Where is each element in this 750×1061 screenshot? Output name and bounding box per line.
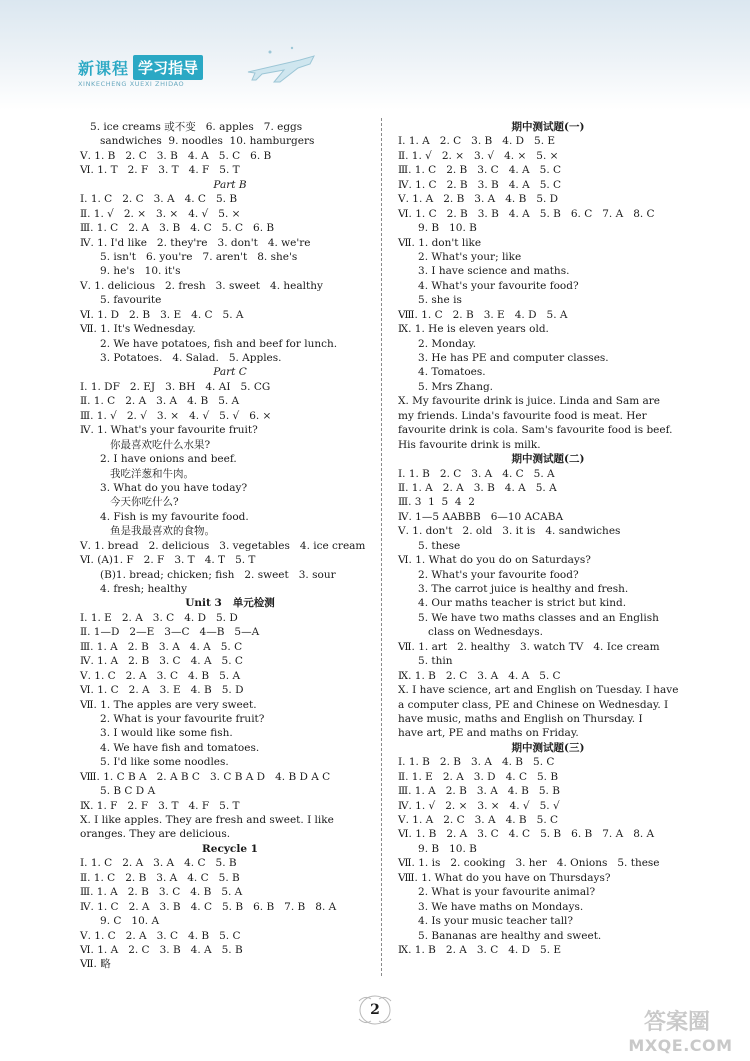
- answer-line: Ⅲ. 1. A 2. B 3. A 4. A 5. C: [80, 640, 243, 653]
- answer-line: 3. We have maths on Mondays.: [398, 900, 584, 913]
- answer-line: Ⅳ. 1. What's your favourite fruit?: [80, 424, 258, 437]
- answer-line: Ⅳ. 1. A 2. B 3. C 4. A 5. C: [80, 655, 243, 668]
- answer-line: 4. fresh; healthy: [80, 583, 188, 595]
- answer-line: 5. Bananas are healthy and sweet.: [398, 929, 602, 942]
- answer-line: Ⅲ. 1. A 2. B 3. A 4. B 5. B: [398, 785, 560, 798]
- answer-line: have music, maths and English on Thursday. I: [398, 712, 643, 725]
- answer-line: sandwiches 9. noodles 10. hamburgers: [80, 135, 315, 148]
- answer-line: 5. she is: [398, 294, 462, 307]
- answer-line: Ⅱ. 1. A 2. A 3. B 4. A 5. A: [398, 481, 557, 494]
- answer-line: 2. Monday.: [398, 337, 477, 350]
- answer-line: 9. B 10. B: [398, 842, 477, 855]
- answer-line: 3. Potatoes. 4. Salad. 5. Apples.: [80, 352, 282, 364]
- answer-line: Ⅲ. 3 1 5 4 2: [398, 496, 475, 509]
- answer-line: 5. ice creams 或不变 6. apples 7. eggs: [80, 121, 303, 133]
- answer-line: Ⅸ. 1. B 2. A 3. C 4. D 5. E: [398, 943, 562, 956]
- answer-line: 4. Tomatoes.: [398, 366, 486, 379]
- answer-line: Ⅸ. 1. F 2. F 3. T 4. F 5. T: [80, 799, 240, 812]
- answer-line: Part C: [213, 366, 247, 379]
- answer-line: Ⅰ. 1. A 2. C 3. B 4. D 5. E: [398, 135, 556, 148]
- answer-line: Ⅵ. (A)1. F 2. F 3. T 4. T 5. T: [80, 554, 256, 567]
- answer-line: Ⅹ. I like apples. They are fresh and sweet. I like: [80, 814, 334, 826]
- answer-line: Ⅷ. 1. What do you have on Thursdays?: [398, 871, 611, 884]
- answer-line: favourite drink is cola. Sam's favourite food is beef.: [398, 424, 673, 437]
- answer-line: 我吃洋葱和牛肉。: [80, 467, 195, 480]
- answer-line: Ⅳ. 1—5 AABBB 6—10 ACABA: [398, 510, 564, 523]
- answer-line: Ⅲ. 1. A 2. B 3. C 4. B 5. A: [80, 886, 243, 899]
- answer-line: (B)1. bread; chicken; fish 2. sweet 3. sour: [80, 568, 336, 581]
- answer-line: Ⅸ. 1. He is eleven years old.: [398, 323, 549, 336]
- answer-line: Ⅹ. I have science, art and English on Tuesday. I have: [398, 684, 679, 697]
- answer-line: Ⅱ. 1—D 2—E 3—C 4—B 5—A: [80, 626, 260, 639]
- answer-line: Ⅱ. 1. C 2. A 3. A 4. B 5. A: [80, 395, 240, 408]
- answers-left-column: [80, 120, 380, 972]
- answer-line: Ⅴ. 1. A 2. B 3. A 4. B 5. D: [398, 193, 559, 206]
- answer-line: my friends. Linda's favourite food is meat. Her: [398, 409, 647, 422]
- answer-line: Ⅵ. 1. C 2. B 3. B 4. A 5. B 6. C 7. A 8. C: [398, 207, 655, 220]
- section-heading: Unit 3 单元检测: [185, 597, 275, 610]
- answer-line: Ⅰ. 1. B 2. C 3. A 4. C 5. A: [398, 467, 555, 480]
- brand-logo: [78, 54, 203, 80]
- answer-line: Ⅲ. 1. C 2. B 3. C 4. A 5. C: [398, 164, 562, 177]
- answer-line: Ⅵ. 1. A 2. C 3. B 4. A 5. B: [80, 943, 243, 956]
- answer-line: 4. We have fish and tomatoes.: [80, 741, 260, 754]
- page-number: 2: [370, 1002, 380, 1018]
- answer-line: 4. Our maths teacher is strict but kind.: [398, 597, 627, 610]
- answer-line: Ⅶ. 1. is 2. cooking 3. her 4. Onions 5. these: [398, 857, 660, 870]
- answer-line: 5. favourite: [80, 294, 162, 307]
- answer-line: Ⅵ. 1. D 2. B 3. E 4. C 5. A: [80, 308, 244, 321]
- answer-line: His favourite drink is milk.: [398, 438, 541, 451]
- answer-line: Ⅷ. 1. C 2. B 3. E 4. D 5. A: [398, 308, 568, 321]
- section-heading: 期中测试题(三): [511, 741, 585, 754]
- watermark-url: MXQE.COM: [628, 1036, 733, 1055]
- answer-line: Ⅵ. 1. B 2. A 3. C 4. C 5. B 6. B 7. A 8. A: [398, 828, 655, 841]
- answer-line: Ⅵ. 1. C 2. A 3. E 4. B 5. D: [80, 684, 244, 697]
- answer-line: Ⅴ. 1. C 2. A 3. C 4. B 5. A: [80, 669, 241, 682]
- answer-line: Ⅱ. 1. E 2. A 3. D 4. C 5. B: [398, 770, 559, 783]
- answer-line: Ⅳ. 1. √ 2. × 3. × 4. √ 5. √: [398, 799, 560, 812]
- answer-line: 9. he's 10. it's: [80, 265, 181, 278]
- answer-line: oranges. They are delicious.: [80, 828, 231, 841]
- brand-pinyin: XINKECHENG XUEXI ZHIDAO: [78, 80, 185, 88]
- page-number-badge: [355, 993, 395, 1027]
- answer-line: Ⅳ. 1. C 2. B 3. B 4. A 5. C: [398, 178, 562, 191]
- answer-line: Ⅴ. 1. B 2. C 3. B 4. A 5. C 6. B: [80, 149, 272, 162]
- answer-line: Ⅵ. 1. T 2. F 3. T 4. F 5. T: [80, 164, 240, 177]
- answer-line: Ⅴ. 1. C 2. A 3. C 4. B 5. C: [80, 929, 241, 942]
- answer-line: 2. What's your; like: [398, 250, 522, 263]
- answer-line: Ⅰ. 1. DF 2. EJ 3. BH 4. AI 5. CG: [80, 380, 271, 393]
- answer-line: Ⅶ. 1. It's Wednesday.: [80, 323, 196, 336]
- answer-line: Ⅵ. 1. What do you do on Saturdays?: [398, 554, 591, 567]
- answer-line: have art, PE and maths on Friday.: [398, 727, 579, 740]
- answer-line: a computer class, PE and Chinese on Wednesday. I: [398, 698, 669, 711]
- answer-line: Ⅷ. 1. C B A 2. A B C 3. C B A D 4. B D A C: [80, 770, 331, 783]
- answer-line: 3. I have science and maths.: [398, 265, 570, 278]
- answer-line: 今天你吃什么?: [80, 496, 179, 509]
- answer-line: 3. I would like some fish.: [80, 727, 233, 740]
- answer-line: Ⅰ. 1. E 2. A 3. C 4. D 5. D: [80, 611, 238, 624]
- answer-line: 9. B 10. B: [398, 222, 477, 235]
- answer-line: Ⅶ. 略: [80, 958, 111, 971]
- answer-line: Ⅱ. 1. √ 2. × 3. √ 4. × 5. ×: [398, 149, 559, 162]
- answer-line: 2. What's your favourite food?: [398, 568, 579, 581]
- answer-line: Ⅴ. 1. delicious 2. fresh 3. sweet 4. healthy: [80, 279, 323, 292]
- answer-line: 5. B C D A: [80, 785, 156, 798]
- answer-line: 5. I'd like some noodles.: [80, 756, 229, 769]
- watermark-logo-text: 答案圈: [643, 1010, 710, 1035]
- answer-line: Ⅴ. 1. A 2. C 3. A 4. B 5. C: [398, 814, 559, 826]
- brand-title-part2: 学习指导: [133, 55, 203, 80]
- brand-title-part1: 新课程: [78, 58, 130, 78]
- answer-line: 9. C 10. A: [80, 915, 160, 928]
- answer-line: Ⅰ. 1. B 2. B 3. A 4. B 5. C: [398, 756, 555, 769]
- answer-line: 3. What do you have today?: [80, 481, 248, 494]
- answer-line: Ⅴ. 1. don't 2. old 3. it is 4. sandwiches: [398, 525, 621, 538]
- answer-line: 5. isn't 6. you're 7. aren't 8. she's: [80, 250, 298, 263]
- answer-line: Ⅱ. 1. C 2. B 3. A 4. C 5. B: [80, 871, 240, 884]
- answer-line: 你最喜欢吃什么水果?: [80, 438, 211, 451]
- answer-line: 2. What is your favourite fruit?: [80, 712, 265, 725]
- answer-line: 2. What is your favourite animal?: [398, 886, 596, 899]
- answer-line: 4. Fish is my favourite food.: [80, 510, 249, 523]
- answer-line: Ⅱ. 1. √ 2. × 3. × 4. √ 5. ×: [80, 207, 241, 220]
- section-heading: Recycle 1: [202, 842, 258, 855]
- answer-line: Ⅲ. 1. √ 2. √ 3. × 4. √ 5. √ 6. ×: [80, 409, 272, 422]
- answer-line: Ⅴ. 1. bread 2. delicious 3. vegetables 4. ice cream: [80, 539, 366, 552]
- answer-line: Ⅸ. 1. B 2. C 3. A 4. A 5. C: [398, 669, 561, 682]
- section-heading: 期中测试题(一): [511, 121, 585, 133]
- answer-line: 鱼是我最喜欢的食物。: [80, 525, 216, 538]
- answer-line: Ⅹ. My favourite drink is juice. Linda and Sam are: [398, 395, 661, 408]
- answer-line: 5. Mrs Zhang.: [398, 380, 494, 393]
- answer-line: 4. Is your music teacher tall?: [398, 915, 574, 928]
- answer-line: 4. What's your favourite food?: [398, 279, 579, 292]
- answer-line: 5. these: [398, 539, 461, 552]
- answer-line: 2. I have onions and beef.: [80, 453, 237, 466]
- answer-line: Ⅶ. 1. The apples are very sweet.: [80, 698, 257, 711]
- answer-line: Ⅶ. 1. art 2. healthy 3. watch TV 4. Ice cream: [398, 640, 660, 653]
- answer-line: Ⅶ. 1. don't like: [398, 236, 482, 249]
- answer-line: Ⅳ. 1. I'd like 2. they're 3. don't 4. we're: [80, 236, 311, 249]
- answer-line: Ⅰ. 1. C 2. A 3. A 4. C 5. B: [80, 857, 237, 870]
- section-heading: 期中测试题(二): [511, 453, 585, 466]
- answer-line: 3. He has PE and computer classes.: [398, 352, 609, 364]
- answer-line: class on Wednesdays.: [398, 626, 543, 639]
- answers-right-column: [398, 120, 698, 957]
- answer-line: 3. The carrot juice is healthy and fresh.: [398, 583, 629, 595]
- column-divider: [381, 118, 382, 976]
- answer-line: 2. We have potatoes, fish and beef for lunch.: [80, 337, 338, 350]
- answer-line: 5. thin: [398, 655, 453, 668]
- answer-line: Ⅳ. 1. C 2. A 3. B 4. C 5. B 6. B 7. B 8. A: [80, 900, 337, 913]
- airplane-icon: [240, 42, 320, 92]
- answer-line: Part B: [213, 178, 247, 191]
- answer-line: Ⅲ. 1. C 2. A 3. B 4. C 5. C 6. B: [80, 222, 275, 235]
- answer-line: Ⅰ. 1. C 2. C 3. A 4. C 5. B: [80, 193, 238, 206]
- answer-line: 5. We have two maths classes and an English: [398, 611, 659, 624]
